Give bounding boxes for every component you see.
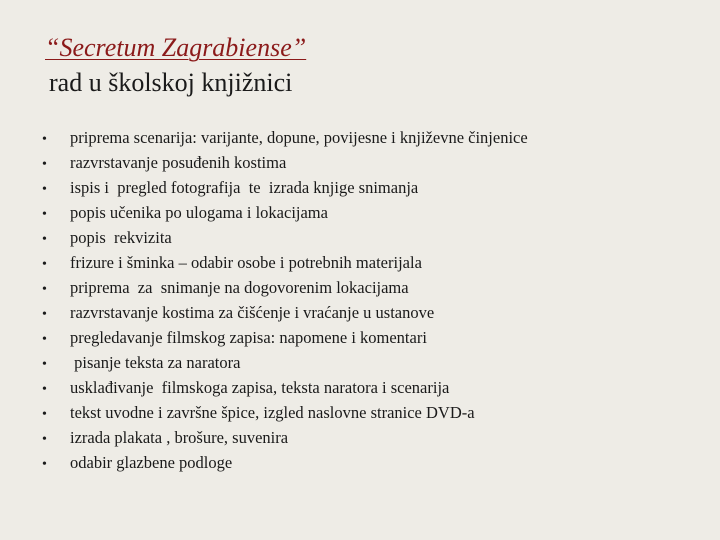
slide-subtitle: rad u školskoj knjižnici — [49, 68, 293, 97]
bullet-item — [42, 178, 702, 203]
slide-title: “Secretum Zagrabiense” — [45, 33, 307, 62]
bullet-text: usklađivanje filmskoga zapisa, teksta naratora i scenarija — [70, 378, 450, 397]
bullet-text: priprema za snimanje na dogovorenim lokacijama — [70, 278, 409, 297]
bullet-text: tekst uvodne i završne špice, izgled naslovne stranice DVD-a — [70, 403, 475, 422]
bullet-icon: • — [42, 257, 47, 272]
bullet-text: priprema scenarija: varijante, dopune, povijesne i književne činjenice — [70, 128, 528, 147]
bullet-text: odabir glazbene podloge — [70, 453, 233, 472]
bullet-icon: • — [42, 457, 47, 472]
bullet-text: pregledavanje filmskog zapisa: napomene i komentari — [70, 328, 427, 347]
bullet-icon: • — [42, 132, 47, 147]
bullet-icon: • — [42, 157, 47, 172]
bullet-icon: • — [42, 232, 47, 247]
bullet-item — [42, 328, 702, 353]
bullet-item — [42, 403, 702, 428]
bullet-icon: • — [42, 432, 47, 447]
bullet-icon: • — [42, 382, 47, 397]
bullet-text: razvrstavanje kostima za čišćenje i vraćanje u ustanove — [70, 303, 435, 322]
bullet-item — [42, 228, 702, 253]
bullet-text: frizure i šminka – odabir osobe i potrebnih materijala — [70, 253, 422, 272]
bullet-item — [42, 128, 702, 153]
bullet-text: pisanje teksta za naratora — [70, 353, 241, 372]
bullet-item — [42, 428, 702, 453]
bullet-icon: • — [42, 307, 47, 322]
bullet-item — [42, 153, 702, 178]
bullet-icon: • — [42, 332, 47, 347]
bullet-item — [42, 453, 702, 478]
bullet-icon: • — [42, 282, 47, 297]
bullet-icon: • — [42, 407, 47, 422]
bullet-item — [42, 353, 702, 378]
bullet-item — [42, 303, 702, 328]
bullet-item — [42, 203, 702, 228]
title-block — [45, 30, 685, 100]
bullet-text: ispis i pregled fotografija te izrada knjige snimanja — [70, 178, 419, 197]
bullet-item — [42, 253, 702, 278]
bullet-text: popis rekvizita — [70, 228, 172, 247]
bullet-list — [42, 128, 702, 478]
bullet-icon: • — [42, 207, 47, 222]
bullet-item — [42, 278, 702, 303]
bullet-icon: • — [42, 357, 47, 372]
bullet-text: popis učenika po ulogama i lokacijama — [70, 203, 328, 222]
bullet-icon: • — [42, 182, 47, 197]
bullet-item — [42, 378, 702, 403]
bullet-text: razvrstavanje posuđenih kostima — [70, 153, 287, 172]
bullet-text: izrada plakata , brošure, suvenira — [70, 428, 289, 447]
